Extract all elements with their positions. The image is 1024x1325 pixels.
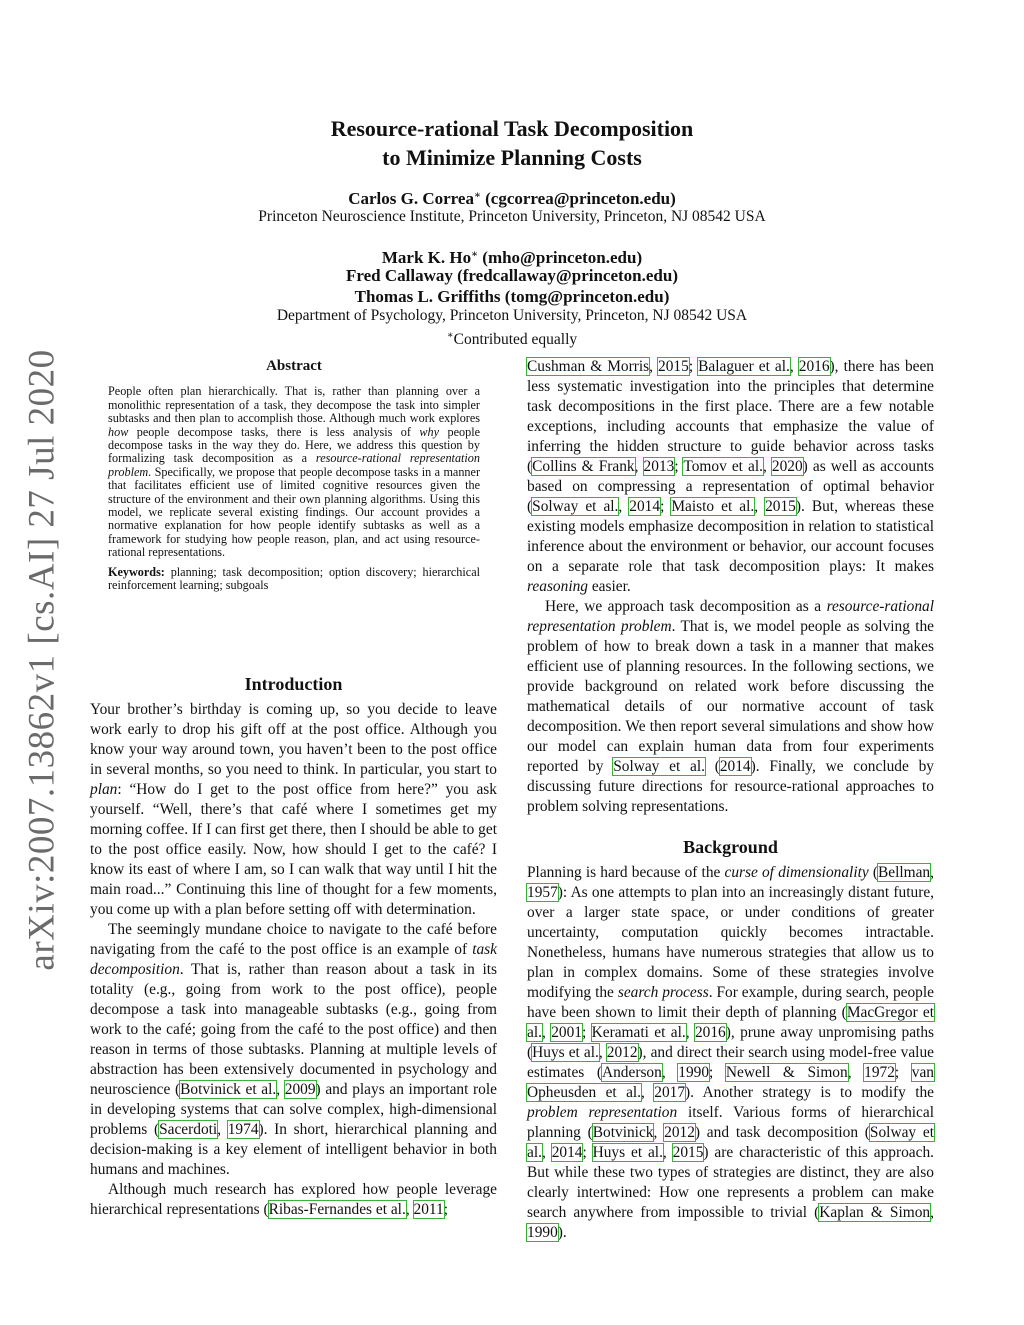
equal-contribution-mark: ∗ bbox=[471, 249, 479, 260]
citation-year-link[interactable]: 2014 bbox=[719, 758, 751, 775]
citation-link[interactable]: Newell & Simon bbox=[725, 1064, 848, 1081]
citation-link[interactable]: Botvinick bbox=[592, 1124, 654, 1141]
citation-link[interactable]: MacGregor et al. bbox=[527, 1004, 934, 1041]
citation-year-link[interactable]: 2015 bbox=[765, 498, 796, 515]
citation-link[interactable]: Huys et al. bbox=[532, 1044, 599, 1061]
author-name: Carlos G. Correa bbox=[348, 189, 474, 208]
citation-link[interactable]: Botvinick et al. bbox=[180, 1081, 277, 1098]
intro-paragraph-3: Although much research has explored how people leverage hierarchical representations (Ribas-Fernandes et al., 2011; bbox=[90, 1181, 497, 1218]
citation-year-link[interactable]: 2017 bbox=[654, 1084, 686, 1101]
abstract-heading: Abstract bbox=[266, 358, 322, 374]
author-name: Mark K. Ho bbox=[381, 248, 472, 267]
paper-title bbox=[0, 114, 1024, 172]
citation-year-link[interactable]: 2014 bbox=[629, 498, 661, 515]
note-mark: ∗ bbox=[446, 330, 454, 341]
citation-link[interactable]: Keramati et al. bbox=[591, 1024, 686, 1041]
citation-link[interactable]: Huys et al. bbox=[592, 1144, 663, 1161]
citation-link[interactable]: van Opheusden et al. bbox=[527, 1064, 934, 1101]
author-email: (cgcorrea@princeton.edu) bbox=[480, 189, 676, 208]
intro-paragraph-4: Here, we approach task decomposition as a resource-rational representation problem. That is, we model people as solving the problem of how to break down a task in a manner that makes efficient use of planning resources. In the following sections, we provide background on related work before discussing the mathematical details of our normative account of task decomposition. We then report several simulations and show how our model can explain human data from four experiments reported by Solway et al. (2014). Finally, we conclude by discussing future directions for resource-rational approaches to problem solving representations. bbox=[527, 598, 934, 815]
citation-link[interactable]: Balaguer et al. bbox=[698, 358, 790, 375]
citation-year-link[interactable]: 2011 bbox=[413, 1201, 444, 1218]
title-line-2: to Minimize Planning Costs bbox=[382, 145, 642, 170]
citation-year-link[interactable]: 2001 bbox=[551, 1024, 582, 1041]
note-text: Contributed equally bbox=[453, 331, 578, 348]
intro-paragraph-1: Your brother’s birthday is coming up, so you decide to leave work early to drop his gift off at the post office. Although you know your way around town, you haven’t been to the post office in several months, so you need to think. In particular, you start to plan: “How do I get to the post office from here?” you ask yourself. “Well, there’s that café where I sometimes get my morning coffee. If I can first get there, then I should be able to get to the post office easily. Now, how should I get to the café? I know its east of where I am, so I can walk that way until I hit the main road...” Continuing this line of thought for a few moments, you come up with a plan before setting off with determination. bbox=[90, 701, 497, 918]
abstract-text: People often plan hierarchically. That is, rather than planning over a monolithic representation of a task, they decompose the task into simpler subtasks and then plan to accomplish those. Although much work explores how people decompose tasks, there is less analysis of why people decompose tasks in the way they do. Here, we address this question by formalizing task decomposition as a resource-rational representation problem. Specifically, we propose that people decompose tasks in a manner that facilitates efficient use of limited cognitive resources given the structure of the environment and their own planning algorithms. Using this model, we replicate several existing findings. Our account provides a normative explanation for how people identify subtasks as well as a framework for studying how people reason, plan, and act using resource-rational representations. bbox=[108, 384, 480, 560]
author-griffiths: Thomas L. Griffiths (tomg@princeton.edu) bbox=[354, 287, 670, 306]
citation-link[interactable]: Ribas-Fernandes et al. bbox=[268, 1201, 406, 1218]
right-column bbox=[527, 357, 934, 1243]
background-paragraph-1: Planning is hard because of the curse of dimensionality (Bellman, 1957): As one attempts to plan into an increasingly distant future, over a larger state space, or under conditions of greater uncertainty, computation quickly becomes intractable. Nonetheless, humans have numerous strategies that allow us to plan in complex domains. Some of these strategies involve modifying the search process. For example, during search, people have been shown to limit their depth of planning (MacGregor et al., 2001; Keramati et al., 2016), prune away unpromising paths (Huys et al., 2012), and direct their search using model-free value estimates (Anderson, 1990; Newell & Simon, 1972; van Opheusden et al., 2017). Another strategy is to modify the problem representation itself. Various forms of hierarchical planning (Botvinick, 2012) and task decomposition (Solway et al., 2014; Huys et al., 2015) are characteristic of this approach. But while these two types of strategies are distinct, they are also clearly intertwined: How one represents a problem can make search anywhere from impossible to trivial (Kaplan & Simon, 1990). bbox=[527, 864, 935, 1241]
citation-year-link[interactable]: 2012 bbox=[664, 1124, 695, 1141]
citation-year-link[interactable]: 2015 bbox=[658, 358, 689, 375]
citation-year-link[interactable]: 2009 bbox=[284, 1081, 316, 1098]
introduction-heading: Introduction bbox=[244, 674, 343, 694]
keywords bbox=[108, 566, 480, 593]
intro-paragraph-2: The seemingly mundane choice to navigate to the café before navigating from the café to the post office is an example of task decomposition. That is, rather than reason about a task in its totality (e.g., going from work to the post office), people decompose a task into manageable subtasks (e.g., going from work to the café; going from the café to the post office) and then reason in terms of those subtasks. Planning at multiple levels of abstraction has been extensively documented in psychology and neuroscience (Botvinick et al., 2009) and plays an important role in developing systems that can solve complex, high-dimensional problems (Sacerdoti, 1974). In short, hierarchical planning and decision-making is a key element of intelligent behavior in both humans and machines. bbox=[90, 921, 497, 1178]
background-heading: Background bbox=[683, 837, 778, 857]
author-callaway: Fred Callaway (fredcallaway@princeton.edu) bbox=[345, 266, 678, 285]
citation-year-link[interactable]: 1957 bbox=[527, 884, 558, 901]
citation-year-link[interactable]: 1990 bbox=[527, 1224, 558, 1241]
citation-year-link[interactable]: 2016 bbox=[694, 1024, 726, 1041]
author-email: (mho@princeton.edu) bbox=[478, 248, 643, 267]
left-column bbox=[90, 672, 497, 1220]
citation-year-link[interactable]: 2012 bbox=[606, 1044, 638, 1061]
citation-year-link[interactable]: 1972 bbox=[864, 1064, 895, 1081]
affiliation-psychology: Department of Psychology, Princeton University, Princeton, NJ 08542 USA bbox=[276, 307, 748, 324]
citation-link[interactable]: Anderson bbox=[601, 1064, 662, 1081]
abstract bbox=[108, 360, 480, 593]
citation-link[interactable]: Solway et al. bbox=[527, 1124, 934, 1161]
equal-contribution-mark: ∗ bbox=[473, 190, 481, 201]
citation-year-link[interactable]: 2016 bbox=[798, 358, 830, 375]
equal-contribution-note bbox=[0, 326, 1024, 350]
title-line-1: Resource-rational Task Decomposition bbox=[330, 116, 694, 141]
citation-link[interactable]: Solway et al. bbox=[613, 758, 705, 775]
citation-link[interactable]: Tomov et al. bbox=[683, 458, 763, 475]
intro-paragraph-3-continued: Cushman & Morris, 2015; Balaguer et al., 2016), there has been less systematic investigation into the principles that determine task decompositions in the first place. There are a few notable exceptions, including accounts that emphasize the value of inferring the hidden structure to guide behavior across tasks (Collins & Frank, 2013; Tomov et al., 2020) as well as accounts based on compressing a representation of optimal behavior (Solway et al., 2014; Maisto et al., 2015). But, whereas these existing models emphasize decomposition in relation to statistical inference about the environment or behavior, our account focuses on a separate role that task decomposition plays: It makes reasoning easier. bbox=[527, 358, 935, 595]
citation-year-link[interactable]: 2013 bbox=[643, 458, 675, 475]
citation-year-link[interactable]: 2014 bbox=[551, 1144, 583, 1161]
affiliation-neuroscience: Princeton Neuroscience Institute, Princeton University, Princeton, NJ 08542 USA bbox=[258, 208, 766, 225]
keywords-list: planning; task decomposition; option discovery; hierarchical reinforcement learning; subgoals bbox=[108, 564, 480, 593]
citation-year-link[interactable]: 1990 bbox=[678, 1064, 710, 1081]
citation-year-link[interactable]: 1974 bbox=[227, 1121, 259, 1138]
citation-link[interactable]: Kaplan & Simon bbox=[819, 1204, 931, 1221]
citation-link[interactable]: Sacerdoti bbox=[159, 1121, 218, 1138]
arxiv-identifier: arXiv:2007.13862v1 [cs.AI] 27 Jul 2020 bbox=[21, 349, 63, 971]
citation-link[interactable]: Collins & Frank bbox=[532, 458, 635, 475]
citation-link[interactable]: Maisto et al. bbox=[671, 498, 755, 515]
citation-year-link[interactable]: 2015 bbox=[672, 1144, 704, 1161]
citation-link[interactable]: Solway et al. bbox=[532, 498, 619, 515]
citation-year-link[interactable]: 2020 bbox=[771, 458, 803, 475]
citation-link[interactable]: Cushman & Morris bbox=[527, 358, 650, 375]
citation-link[interactable]: Bellman bbox=[877, 864, 931, 881]
author-correa bbox=[0, 185, 1024, 209]
keywords-label: Keywords: bbox=[108, 564, 165, 579]
